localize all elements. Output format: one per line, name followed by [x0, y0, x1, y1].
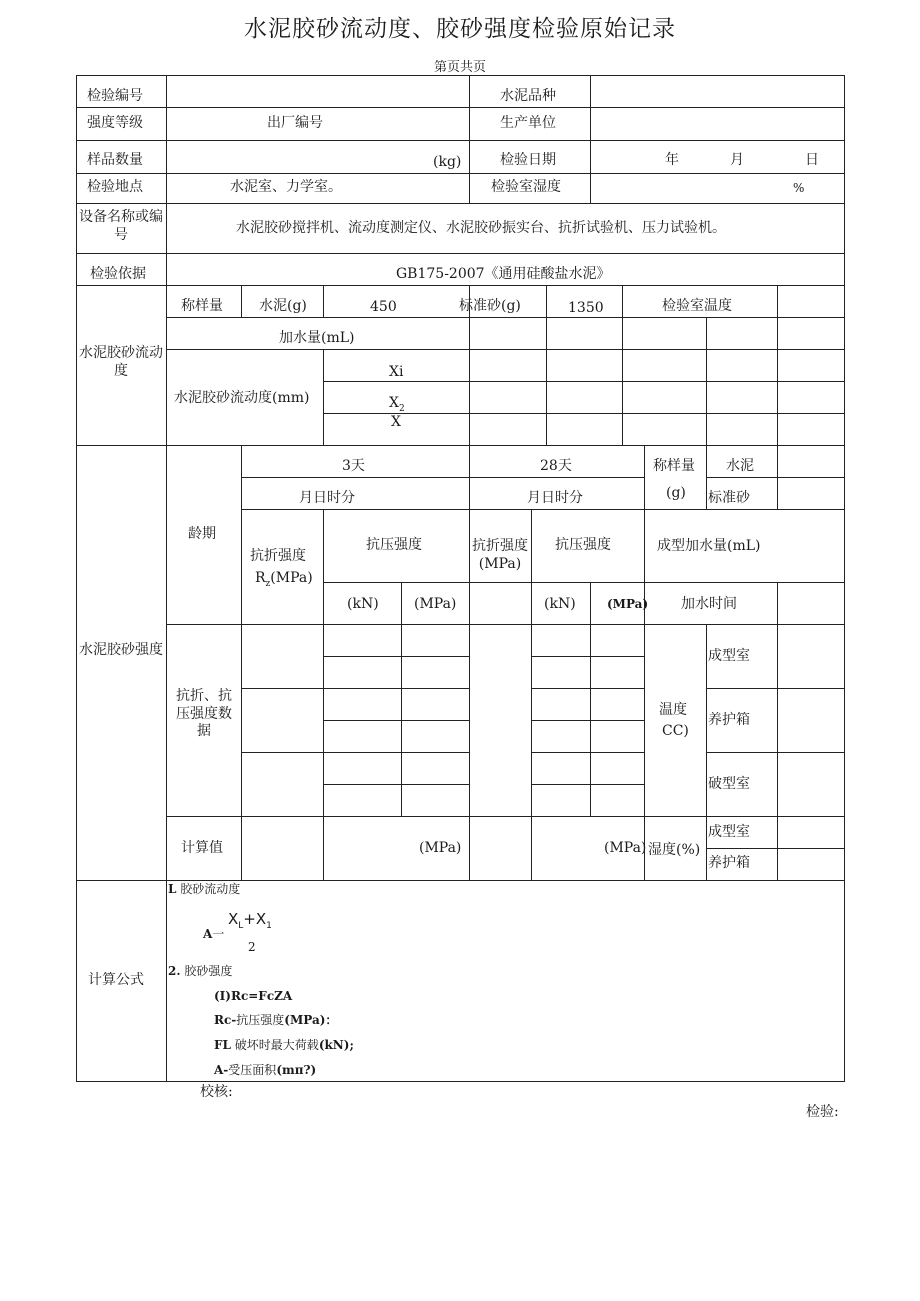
weigh-label: 称样量: [181, 298, 223, 314]
formula-item2: 2. 胶砂强度: [168, 964, 233, 978]
forming-room-label: 成型室: [708, 648, 750, 664]
std-sand-label: 标准砂: [708, 490, 750, 506]
water-ml-label: 加水量(mL): [279, 330, 355, 346]
calc-value-label: 计算值: [181, 840, 223, 856]
cement-type-label: 水泥品种: [500, 88, 556, 104]
basis-value: GB175-2007《通用硅酸盐水泥》: [396, 266, 611, 282]
cement-g-label: 水泥(g): [259, 298, 307, 314]
humidity-label: 湿度(%): [648, 842, 701, 858]
formula-a: A一: [203, 927, 225, 941]
compress-strength-3d: 抗压强度: [366, 537, 422, 553]
calc-mpa-3d: (MPa): [419, 840, 462, 856]
date-day: 日: [805, 152, 819, 168]
sand-g-label: 标准砂(g): [459, 298, 521, 314]
compress-strength-28d: 抗压强度: [555, 537, 611, 553]
weigh2-label: 称样量: [653, 458, 695, 474]
location-label: 检验地点: [87, 179, 143, 195]
xi-label: Xi: [389, 364, 404, 380]
fluidity-mm-label: 水泥胶砂流动度(mm): [174, 390, 310, 406]
equipment-label: 设备名称或编号: [79, 209, 163, 243]
review-signature-label: 校核:: [200, 1084, 233, 1100]
day28-label: 28天: [540, 458, 572, 474]
sample-unit: (kg): [433, 154, 462, 170]
forming-room2-label: 成型室: [708, 824, 750, 840]
date-year: 年: [665, 152, 679, 168]
flex-rz-unit: $R_z(MPa)$: [255, 570, 313, 589]
cement2-label: 水泥: [726, 458, 754, 474]
fluidity-section-label: 水泥胶砂流动度: [79, 345, 163, 379]
form-water-label: 成型加水量(mL): [657, 538, 761, 554]
inspection-date-label: 检验日期: [500, 152, 556, 168]
equipment-value: 水泥胶砂搅拌机、流动度测定仪、水泥胶砂振实台、抗折试验机、压力试验机。: [236, 220, 726, 236]
day3-label: 3天: [342, 458, 365, 474]
inspect-signature-label: 检验:: [806, 1104, 839, 1120]
curing-box-label: 养护箱: [708, 712, 750, 728]
breaking-room-label: 破型室: [708, 776, 750, 792]
inspection-no-label: 检验编号: [87, 88, 143, 104]
humidity-percent: %: [793, 181, 805, 195]
weigh2-unit: (g): [666, 485, 686, 501]
strength-data-label: 抗折、抗压强度数据: [176, 688, 232, 739]
strength-grade-label: 强度等级: [87, 115, 143, 131]
temp-unit: CC): [662, 723, 689, 739]
mdhm-3d: 月日时分: [299, 490, 355, 506]
calc-mpa-28d: (MPa): [604, 840, 647, 856]
factory-no-label: 出厂编号: [267, 115, 323, 131]
formula-line1: (I)Rc=FcZA: [214, 989, 293, 1003]
mpa-3d: (MPa): [414, 596, 457, 612]
temp-label: 温度: [659, 702, 687, 718]
document-title: 水泥胶砂流动度、胶砂强度检验原始记录: [244, 16, 676, 42]
flex-strength-3d: 抗折强度: [250, 548, 306, 564]
x-label: X: [391, 414, 401, 430]
lab-humidity-label: 检验室湿度: [491, 179, 561, 195]
formula-line3: FL 破坏时最大荷载(kN);: [214, 1038, 354, 1052]
date-month: 月: [730, 152, 744, 168]
flex-strength-28d: 抗折强度(MPa): [472, 538, 528, 572]
formula-item1: L 胶砂流动度: [168, 882, 241, 896]
water-time-label: 加水时间: [681, 596, 737, 612]
sample-qty-label: 样品数量: [87, 152, 143, 168]
age-label: 龄期: [188, 526, 216, 542]
formula-label: 计算公式: [88, 972, 144, 988]
curing-box2-label: 养护箱: [708, 855, 750, 871]
formula-line2: Rc-抗压强度(MPa)：: [214, 1013, 338, 1027]
formula-numerator: $X_L+X_1$: [228, 910, 272, 931]
page-info: 第页共页: [433, 60, 486, 75]
formula-denominator: 2: [248, 940, 256, 954]
mdhm-28d: 月日时分: [527, 490, 583, 506]
formula-line4: A-受压面积(mπ?): [214, 1063, 317, 1077]
x2-label: $X_2$: [389, 395, 405, 414]
kn-3d: (kN): [347, 596, 379, 612]
location-value: 水泥室、力学室。: [230, 179, 342, 195]
mpa-28d: (MPa): [607, 597, 649, 611]
producer-label: 生产单位: [500, 115, 556, 131]
kn-28d: (kN): [544, 596, 576, 612]
sand-g-value: 1350: [568, 300, 604, 316]
cement-g-value: 450: [370, 299, 397, 315]
strength-section-label: 水泥胶砂强度: [79, 642, 163, 658]
lab-temp-label: 检验室温度: [662, 298, 732, 314]
basis-label: 检验依据: [90, 266, 146, 282]
